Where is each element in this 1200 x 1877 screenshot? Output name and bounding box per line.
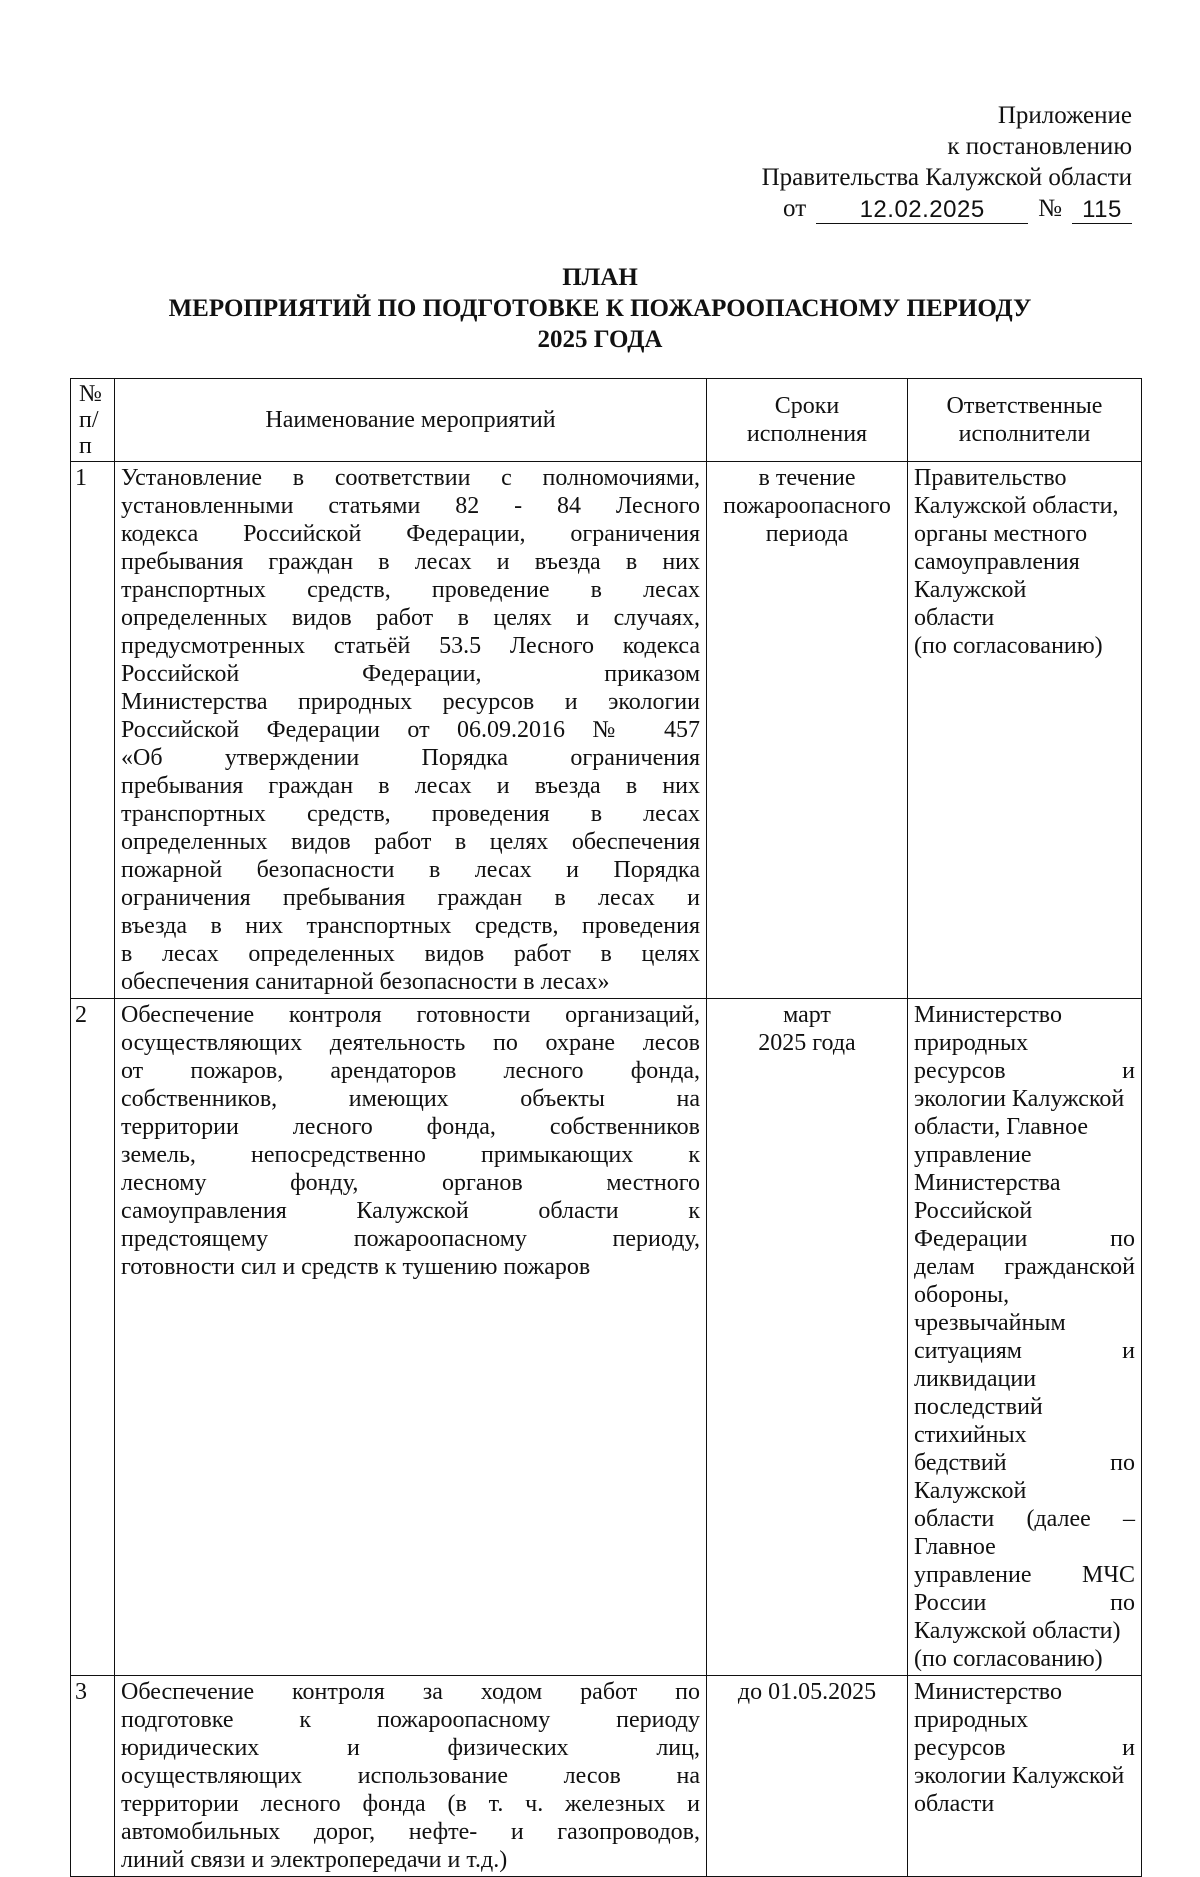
cell-line: осуществляющих деятельность по охране лесов [121, 1030, 700, 1056]
cell-line: обеспечения санитарной безопасности в лесах» [121, 969, 610, 995]
appendix-title: Приложение [997, 102, 1132, 129]
row-num: 1 [71, 462, 115, 999]
number-label: № [1038, 195, 1062, 222]
cell-line: предстоящему пожароопасному периоду, [121, 1226, 700, 1252]
row-name [115, 999, 707, 1676]
table-row [71, 462, 1142, 999]
cell-line: области (далее – Главное [914, 1506, 1135, 1560]
cell-line: пожароопасного [723, 493, 891, 519]
cell-line: установленными статьями 82 - 84 Лесного [121, 493, 700, 519]
cell-line: Российской Федерации по [914, 1198, 1135, 1252]
cell-line: Российской Федерации, приказом [121, 661, 700, 687]
cell-line: до 01.05.2025 [737, 1679, 877, 1705]
from-label: от [783, 195, 807, 222]
cell-line: предусмотренных статьёй 53.5 Лесного кодекса [121, 633, 700, 659]
cell-line: ресурсов и [914, 1735, 1135, 1761]
cell-line: (по согласованию) [914, 1646, 1103, 1672]
row-name [115, 1676, 707, 1877]
cell-line: осуществляющих использование лесов на [121, 1763, 700, 1789]
cell-line: области [914, 605, 995, 631]
cell-line: органы местного [914, 521, 1088, 547]
cell-line: въезда в них транспортных средств, проведения [121, 913, 700, 939]
header-num: № п/ п [71, 379, 115, 462]
cell-line: март [783, 1002, 831, 1028]
cell-line: определенных видов работ в целях и случаях, [121, 605, 700, 631]
cell-line: подготовке к пожароопасному периоду [121, 1707, 700, 1733]
cell-line: линий связи и электропередачи и т.д.) [121, 1847, 508, 1873]
row-responsible [908, 462, 1142, 999]
cell-line: последствий стихийных [914, 1394, 1043, 1448]
appendix-block [762, 100, 1132, 224]
header-term: Сроки исполнения [707, 379, 908, 462]
header-name: Наименование мероприятий [115, 379, 707, 462]
cell-line: транспортных средств, проведения в лесах [121, 801, 700, 827]
title-line-1: ПЛАН [562, 264, 638, 291]
table-row [71, 1676, 1142, 1877]
row-term [707, 999, 908, 1676]
cell-line: собственников, имеющих объекты на [121, 1086, 700, 1112]
cell-line: кодекса Российской Федерации, ограничения [121, 521, 700, 547]
appendix-authority: Правительства Калужской области [761, 164, 1132, 191]
cell-line: ограничения пребывания граждан в лесах и [121, 885, 700, 911]
document-title [0, 262, 1200, 355]
cell-line: бедствий по Калужской [914, 1450, 1135, 1504]
cell-line: Калужской области) [914, 1618, 1121, 1644]
cell-line: управление Министерства [914, 1142, 1061, 1196]
appendix-date-row [783, 193, 1132, 224]
cell-line: области [914, 1791, 995, 1817]
row-num: 2 [71, 999, 115, 1676]
cell-line: Установление в соответствии с полномочиями, [121, 465, 700, 491]
cell-line: делам гражданской [914, 1254, 1135, 1280]
cell-line: (по согласованию) [914, 633, 1103, 659]
resolution-number: 115 [1072, 197, 1132, 224]
row-num: 3 [71, 1676, 115, 1877]
row-responsible [908, 1676, 1142, 1877]
cell-line: определенных видов работ в целях обеспечения [121, 829, 700, 855]
row-name [115, 462, 707, 999]
cell-line: Обеспечение контроля готовности организаций, [121, 1002, 700, 1028]
cell-line: ситуациям и ликвидации [914, 1338, 1135, 1392]
table-row [71, 999, 1142, 1676]
title-line-3: 2025 ГОДА [537, 326, 663, 353]
cell-line: в лесах определенных видов работ в целях [121, 941, 700, 967]
cell-line: экологии Калужской [914, 1086, 1125, 1112]
cell-line: пребывания граждан в лесах и въезда в них [121, 773, 700, 799]
header-responsible: Ответственные исполнители [908, 379, 1142, 462]
cell-line: пребывания граждан в лесах и въезда в них [121, 549, 700, 575]
cell-line: 2025 года [758, 1030, 856, 1056]
appendix-subtitle: к постановлению [947, 133, 1132, 160]
cell-line: Министерство природных [914, 1679, 1062, 1733]
row-term [707, 462, 908, 999]
cell-line: периода [765, 521, 849, 547]
plan-table [70, 378, 1142, 1877]
row-responsible [908, 999, 1142, 1676]
cell-line: территории лесного фонда, собственников [121, 1114, 700, 1140]
row-term [707, 1676, 908, 1877]
title-line-2: МЕРОПРИЯТИЙ ПО ПОДГОТОВКЕ К ПОЖАРООПАСНОМУ ПЕРИОДУ [168, 295, 1032, 322]
cell-line: Российской Федерации от 06.09.2016 № 457 [121, 717, 700, 743]
cell-line: территории лесного фонда (в т. ч. железных и [121, 1791, 700, 1817]
cell-line: лесному фонду, органов местного [121, 1170, 700, 1196]
cell-line: ресурсов и [914, 1058, 1135, 1084]
resolution-date: 12.02.2025 [816, 197, 1028, 224]
cell-line: области, Главное [914, 1114, 1089, 1140]
cell-line: управление МЧС России по [914, 1562, 1135, 1616]
cell-line: от пожаров, арендаторов лесного фонда, [121, 1058, 700, 1084]
cell-line: Министерство природных [914, 1002, 1062, 1056]
cell-line: экологии Калужской [914, 1763, 1125, 1789]
cell-line: пожарной безопасности в лесах и Порядка [121, 857, 700, 883]
cell-line: Министерства природных ресурсов и экологии [121, 689, 700, 715]
cell-line: юридических и физических лиц, [121, 1735, 700, 1761]
cell-line: автомобильных дорог, нефте- и газопроводов, [121, 1819, 700, 1845]
cell-line: Правительство [914, 465, 1067, 491]
cell-line: транспортных средств, проведение в лесах [121, 577, 700, 603]
cell-line: в течение [758, 465, 856, 491]
cell-line: готовности сил и средств к тушению пожаров [121, 1254, 591, 1280]
cell-line: Калужской области, [914, 493, 1119, 519]
cell-line: земель, непосредственно примыкающих к [121, 1142, 700, 1168]
cell-line: самоуправления Калужской [914, 549, 1080, 603]
cell-line: обороны, чрезвычайным [914, 1282, 1066, 1336]
table-header-row [71, 379, 1142, 462]
cell-line: Обеспечение контроля за ходом работ по [121, 1679, 700, 1705]
cell-line: «Об утверждении Порядка ограничения [121, 745, 700, 771]
cell-line: самоуправления Калужской области к [121, 1198, 700, 1224]
